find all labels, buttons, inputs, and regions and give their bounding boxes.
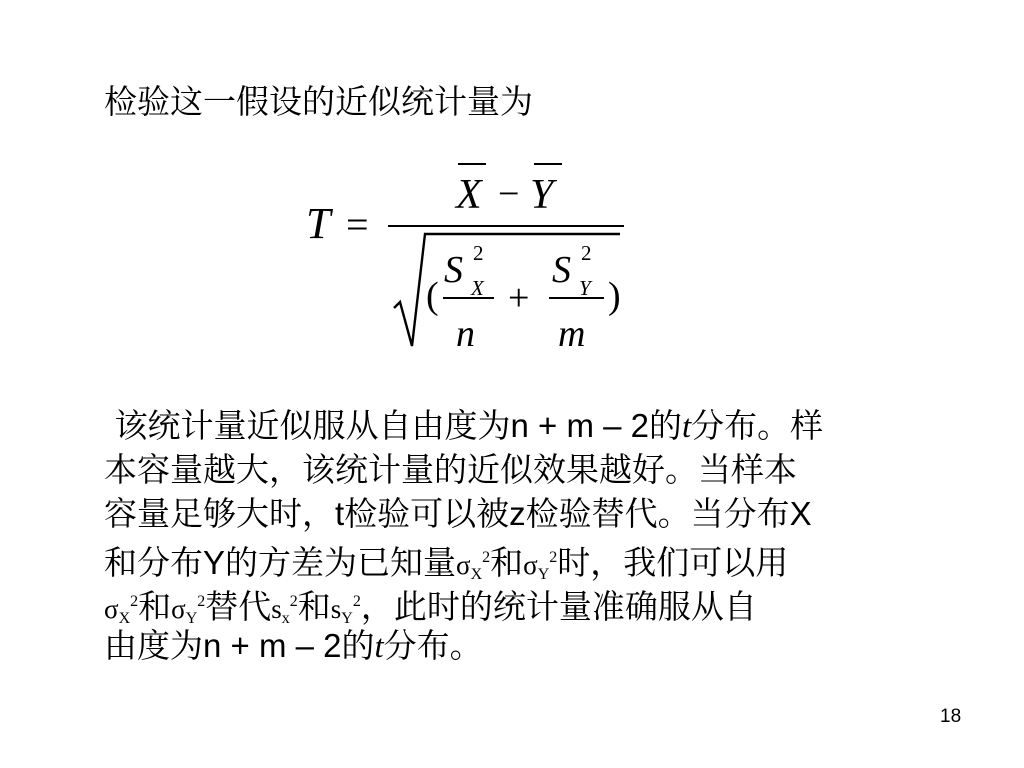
para-line-6: [104, 624, 964, 668]
explanation-paragraph: [104, 404, 964, 668]
sigma-symbol: σ: [104, 594, 119, 624]
para-line-5: [104, 580, 964, 627]
numerator-minus: −: [498, 173, 520, 215]
numerator-x: X: [456, 172, 482, 218]
text-run: 的方差为已知量: [225, 543, 457, 582]
superscript-2: 2: [197, 593, 206, 610]
para-line-2: 本容量越大，该统计量的近似效果越好。当样本: [104, 450, 797, 489]
subscript-x-lower: x: [281, 610, 290, 627]
numerator-y: Y: [530, 172, 554, 218]
formula-svg: [290, 150, 650, 370]
sigma-symbol: σ: [171, 594, 186, 624]
text-run: 时，我们可以用: [557, 543, 789, 582]
t-statistic-formula: [290, 150, 650, 370]
text-run: 该统计量近似服从自由度为: [114, 406, 511, 445]
formula-lhs: T: [306, 199, 331, 248]
sy-subscript: Y: [579, 276, 591, 300]
page-number: 18: [940, 706, 962, 727]
para-line-1: [104, 404, 964, 448]
paren-close: ): [608, 275, 621, 317]
para-line-3: [104, 492, 964, 536]
superscript-2: 2: [549, 549, 558, 566]
text-run: 容量足够大时，: [104, 494, 335, 533]
sx-superscript: 2: [473, 241, 484, 265]
subscript-x: X: [118, 610, 131, 627]
text-run: 分布。: [383, 626, 483, 665]
text-run: 替代: [205, 587, 272, 626]
heading-text: 检验这一假设的近似统计量为: [104, 82, 533, 121]
dof-expression: n + m – 2: [510, 407, 649, 444]
subscript-y: Y: [341, 610, 353, 627]
text-run: 由度为: [104, 626, 203, 665]
paren-open: (: [426, 275, 439, 317]
t-symbol: t: [374, 629, 384, 665]
z-symbol: z: [509, 495, 526, 532]
sigma-symbol: σ: [523, 550, 538, 580]
text-run: 和: [138, 587, 172, 626]
sigma-symbol: σ: [456, 550, 471, 580]
s-symbol: s: [330, 594, 342, 624]
subscript-y: Y: [537, 566, 550, 583]
sy-letter: S: [552, 249, 571, 291]
s-symbol: s: [271, 594, 282, 624]
superscript-2: 2: [482, 549, 491, 566]
text-run: ，此时的统计量准确服从自: [360, 587, 757, 626]
para-line-4: [104, 536, 964, 583]
text-run: 和: [490, 543, 524, 582]
text-run: 和分布: [104, 543, 203, 582]
subscript-x: X: [470, 566, 483, 583]
text-run: 和: [297, 587, 331, 626]
superscript-2: 2: [130, 593, 139, 610]
sx-subscript: X: [471, 276, 484, 300]
denominator-n: n: [456, 313, 475, 355]
x-symbol: X: [789, 495, 812, 532]
text-run: 检验替代。当分布: [525, 494, 790, 533]
text-run: 分布。样: [691, 406, 824, 445]
sx-letter: S: [444, 249, 463, 291]
t-symbol: t: [682, 409, 692, 445]
superscript-2: 2: [352, 593, 361, 610]
y-symbol: Y: [203, 544, 226, 581]
denominator-m: m: [558, 313, 586, 355]
text-run: 的: [341, 626, 375, 665]
sy-superscript: 2: [581, 241, 592, 265]
plus-sign: +: [508, 277, 530, 319]
text-run: 检验可以被: [344, 494, 510, 533]
subscript-y: Y: [185, 610, 198, 627]
formula-equals: =: [346, 202, 369, 247]
t-symbol: t: [335, 495, 345, 532]
text-run: 的: [649, 406, 682, 445]
superscript-2: 2: [289, 593, 298, 610]
dof-expression: n + m – 2: [203, 627, 342, 664]
